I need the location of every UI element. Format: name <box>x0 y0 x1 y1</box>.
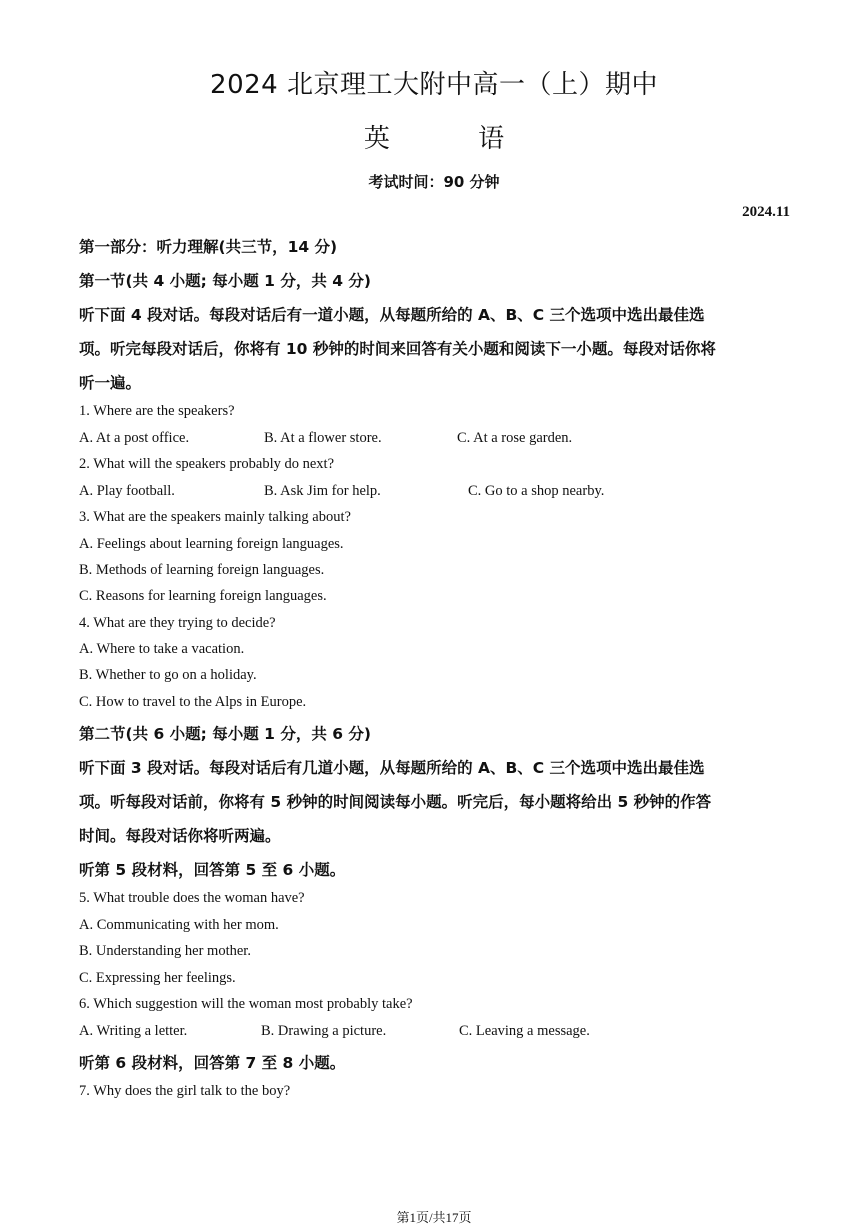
exam-date: 2024.11 <box>742 204 790 220</box>
question-3-option-c: C. Reasons for learning foreign languages. <box>79 588 327 604</box>
exam-time: 考试时间：90 分钟 <box>368 173 500 191</box>
question-2-option-c: C. Go to a shop nearby. <box>468 483 605 499</box>
question-6-option-a: A. Writing a letter. <box>79 1023 188 1039</box>
section2-heading: 第二节(共 6 小题; 每小题 1 分，共 6 分) <box>79 725 371 743</box>
question-5-stem: 5. What trouble does the woman have? <box>79 890 305 906</box>
question-3-stem: 3. What are the speakers mainly talking about? <box>79 509 351 525</box>
section1-instruction-line-1: 听下面 4 段对话。每段对话后有一道小题，从每题所给的 A、B、C 三个选项中选出最佳选 <box>79 306 705 324</box>
question-6-stem: 6. Which suggestion will the woman most probably take? <box>79 996 413 1012</box>
section1-heading: 第一节(共 4 小题; 每小题 1 分，共 4 分) <box>79 272 371 290</box>
part1-heading: 第一部分：听力理解(共三节，14 分) <box>79 238 338 256</box>
question-4-option-b: B. Whether to go on a holiday. <box>79 667 257 683</box>
question-3-option-a: A. Feelings about learning foreign languages. <box>79 536 344 552</box>
question-2-option-b: B. Ask Jim for help. <box>264 483 381 499</box>
question-1-option-a: A. At a post office. <box>79 430 190 446</box>
question-5-option-c: C. Expressing her feelings. <box>79 970 236 986</box>
question-1-option-b: B. At a flower store. <box>264 430 382 446</box>
question-4-option-a: A. Where to take a vacation. <box>79 641 245 657</box>
question-6-option-c: C. Leaving a message. <box>459 1023 590 1039</box>
question-1-option-c: C. At a rose garden. <box>457 430 573 446</box>
question-4-option-c: C. How to travel to the Alps in Europe. <box>79 694 307 710</box>
question-7-stem: 7. Why does the girl talk to the boy? <box>79 1083 291 1099</box>
material-5-heading: 听第 5 段材料，回答第 5 至 6 小题。 <box>79 861 346 879</box>
question-4-stem: 4. What are they trying to decide? <box>79 615 276 631</box>
section2-instruction-line-2: 项。听每段对话前，你将有 5 秒钟的时间阅读每小题。听完后，每小题将给出 5 秒钟的作答 <box>79 793 712 811</box>
question-5-option-b: B. Understanding her mother. <box>79 943 251 959</box>
question-2-option-a: A. Play football. <box>79 483 175 499</box>
exam-title: 2024 北京理工大附中高一（上）期中 <box>210 70 658 100</box>
subject-title: 英 语 <box>363 124 545 154</box>
question-2-stem: 2. What will the speakers probably do next? <box>79 456 335 472</box>
question-3-option-b: B. Methods of learning foreign languages. <box>79 562 325 578</box>
section1-instruction-line-2: 项。听完每段对话后，你将有 10 秒钟的时间来回答有关小题和阅读下一小题。每段对话你将 <box>79 340 716 358</box>
section2-instruction-line-1: 听下面 3 段对话。每段对话后有几道小题，从每题所给的 A、B、C 三个选项中选出最佳选 <box>79 759 705 777</box>
question-6-option-b: B. Drawing a picture. <box>261 1023 387 1039</box>
material-6-heading: 听第 6 段材料，回答第 7 至 8 小题。 <box>79 1054 346 1072</box>
page-number: 第1页/共17页 <box>396 1210 472 1225</box>
section2-instruction-line-3: 时间。每段对话你将听两遍。 <box>79 827 281 845</box>
section1-instruction-line-3: 听一遍。 <box>79 374 142 392</box>
question-5-option-a: A. Communicating with her mom. <box>79 917 279 933</box>
question-1-stem: 1. Where are the speakers? <box>79 403 235 419</box>
